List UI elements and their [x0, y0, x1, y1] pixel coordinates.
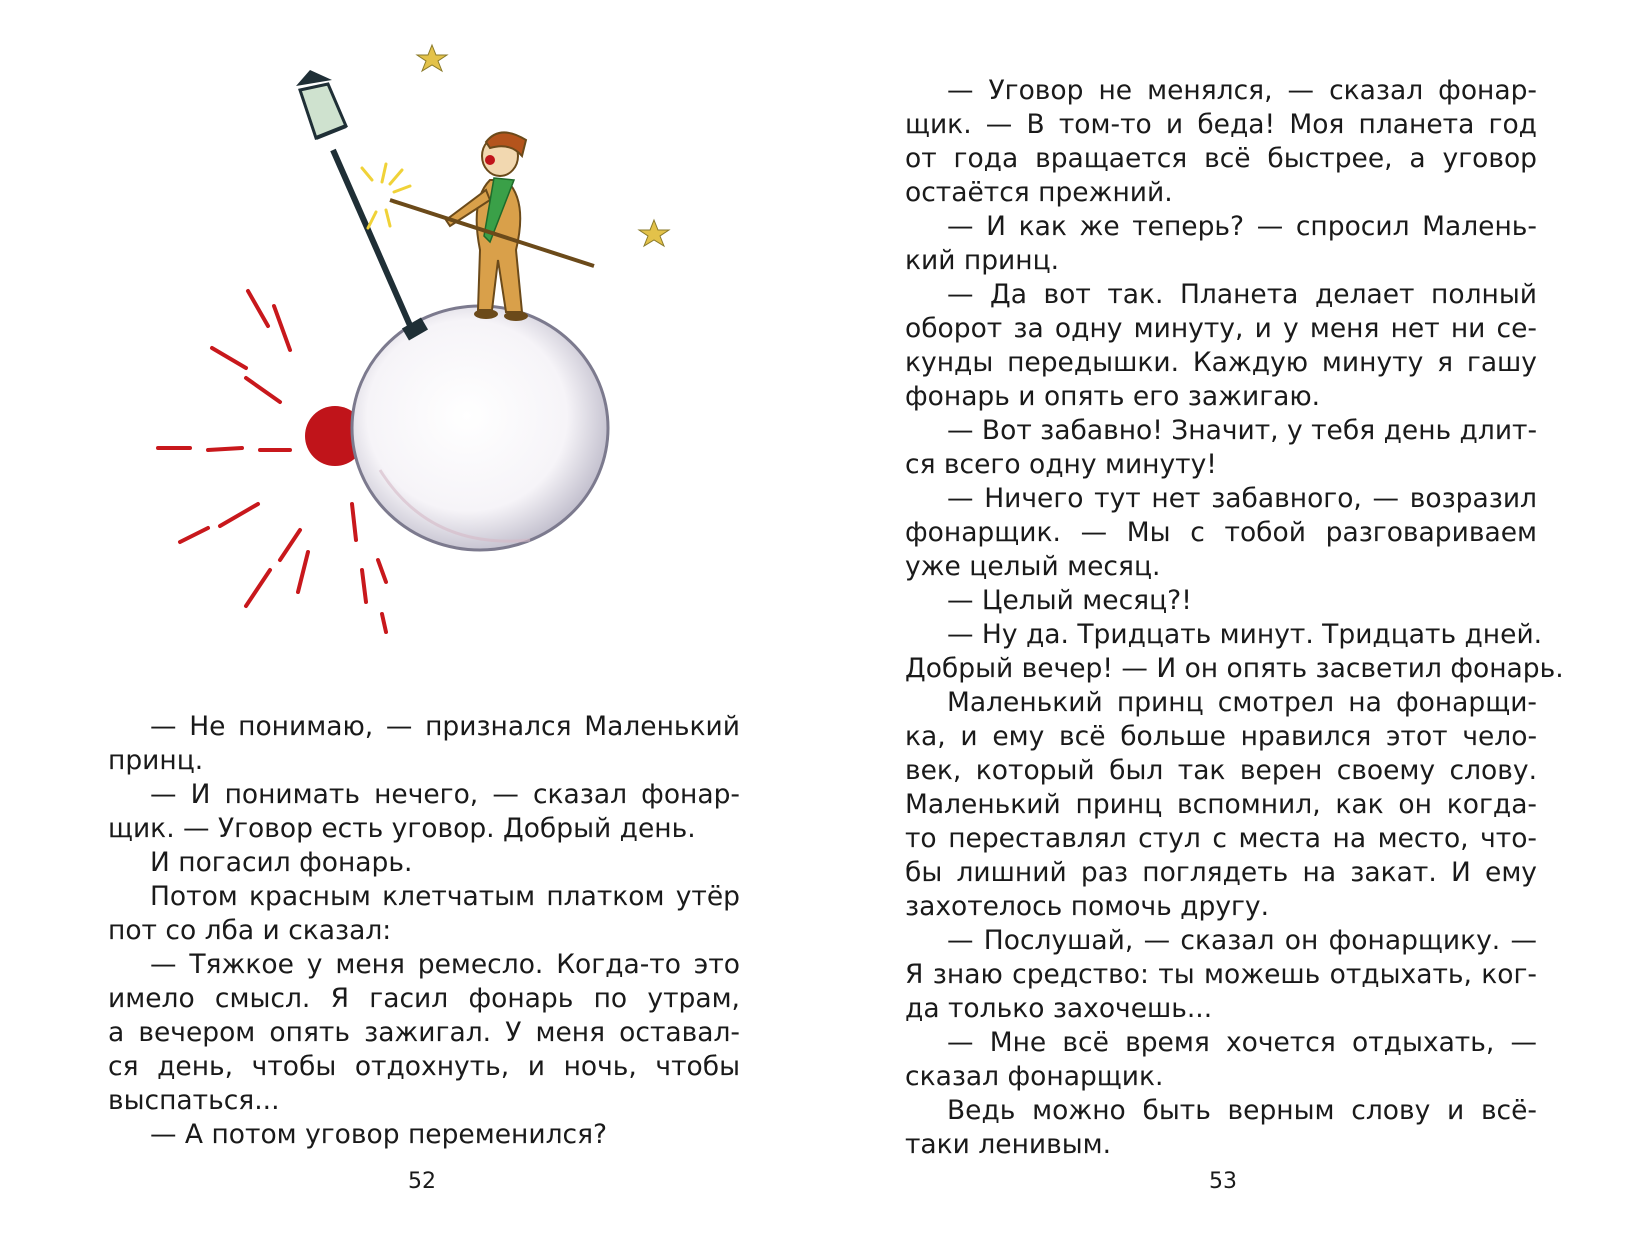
text-line: Маленький принц вспомнил, как он когда- — [905, 789, 1537, 820]
text-line: — Вот забавно! Значит, у тебя день длит- — [947, 415, 1538, 446]
left-page-text — [108, 710, 740, 1152]
lamplighter-figure — [390, 132, 594, 321]
text-line: фонарщик. — Мы с тобой разговариваем — [905, 517, 1537, 548]
text-line: выспаться... — [108, 1085, 280, 1116]
text-line: от года вращается всё быстрее, а уговор — [905, 143, 1537, 174]
text-line: щик. — Уговор есть уговор. Добрый день. — [108, 813, 696, 844]
text-line: — Ничего тут нет забавного, — возразил — [947, 483, 1537, 514]
star-icon — [639, 220, 669, 246]
star-icon — [417, 45, 447, 71]
lamp-flame — [362, 164, 410, 228]
page-number: 52 — [408, 1169, 436, 1194]
text-line: пот со лба и сказал: — [108, 915, 392, 946]
page-number: 53 — [1209, 1169, 1237, 1194]
text-line: — Да вот так. Планета делает полный — [947, 279, 1537, 310]
text-line: кий принц. — [905, 245, 1060, 276]
text-line: а вечером опять зажигал. У меня остaвал- — [108, 1017, 740, 1048]
text-line: кунды передышки. Каждую минуту я гашу — [905, 347, 1537, 378]
text-line: таки ленивым. — [905, 1129, 1112, 1160]
text-line: имело смысл. Я гасил фонарь по утрам, — [108, 983, 740, 1014]
sun-rays — [158, 291, 386, 632]
text-line: — Ну да. Тридцать минут. Тридцать дней. — [947, 619, 1543, 650]
text-line: оборот за одну минуту, и у меня нет ни се- — [905, 313, 1537, 344]
text-line: уже целый месяц. — [905, 551, 1161, 582]
text-line: принц. — [108, 745, 204, 776]
text-line: бы лишний раз поглядеть на закат. И ему — [905, 857, 1537, 888]
text-line: Ведь можно быть верным слову и всё- — [947, 1095, 1537, 1126]
text-line: — Не понимаю, — признался Маленький — [150, 711, 740, 742]
text-line: Потом красным клетчатым платком утёр — [150, 881, 740, 912]
right-page-text — [905, 74, 1564, 1162]
text-line: Добрый вечер! — И он опять засветил фонарь. — [905, 653, 1564, 684]
text-line: — Послушай, — сказал он фонарщику. — — [947, 925, 1537, 956]
text-line: — Мне всё время хочется отдыхать, — — [947, 1027, 1537, 1058]
text-line: щик. — В том-то и беда! Моя планета год — [905, 109, 1537, 140]
text-line: Маленький принц смотрел на фонарщи- — [947, 687, 1537, 718]
text-line: И погасил фонарь. — [150, 847, 413, 878]
text-line: — А потом уговор переменился? — [150, 1119, 608, 1150]
right-page — [815, 0, 1630, 1252]
text-line: Я знаю средство: ты можешь отдыхать, ког- — [905, 959, 1537, 990]
lamplighter-illustration — [150, 30, 710, 670]
text-line: — Уговор не менялся, — сказал фонар- — [947, 75, 1537, 106]
text-line: фонарь и опять его зажигаю. — [905, 381, 1321, 412]
text-line: ка, и ему всё больше нравился этот чело- — [905, 721, 1537, 752]
planet — [352, 306, 608, 550]
text-line: то переставлял стул с места на место, что- — [905, 823, 1537, 854]
text-line: век, который был так верен своему слову. — [905, 755, 1537, 786]
text-line: ся всего одну минуту! — [905, 449, 1217, 480]
text-line: — И понимать нечего, — сказал фонар- — [150, 779, 740, 810]
text-line: сказал фонарщик. — [905, 1061, 1164, 1092]
text-line: захотелось помочь другу. — [905, 891, 1270, 922]
text-line: — И как же теперь? — спросил Малень- — [947, 211, 1537, 242]
text-line: — Тяжкое у меня ремесло. Когда-то это — [150, 949, 740, 980]
text-line: ся день, чтобы отдохнуть, и ночь, чтобы — [108, 1051, 740, 1082]
text-line: — Целый месяц?! — [947, 585, 1192, 616]
text-line: остаётся прежний. — [905, 177, 1173, 208]
text-line: да только захочешь... — [905, 993, 1213, 1024]
